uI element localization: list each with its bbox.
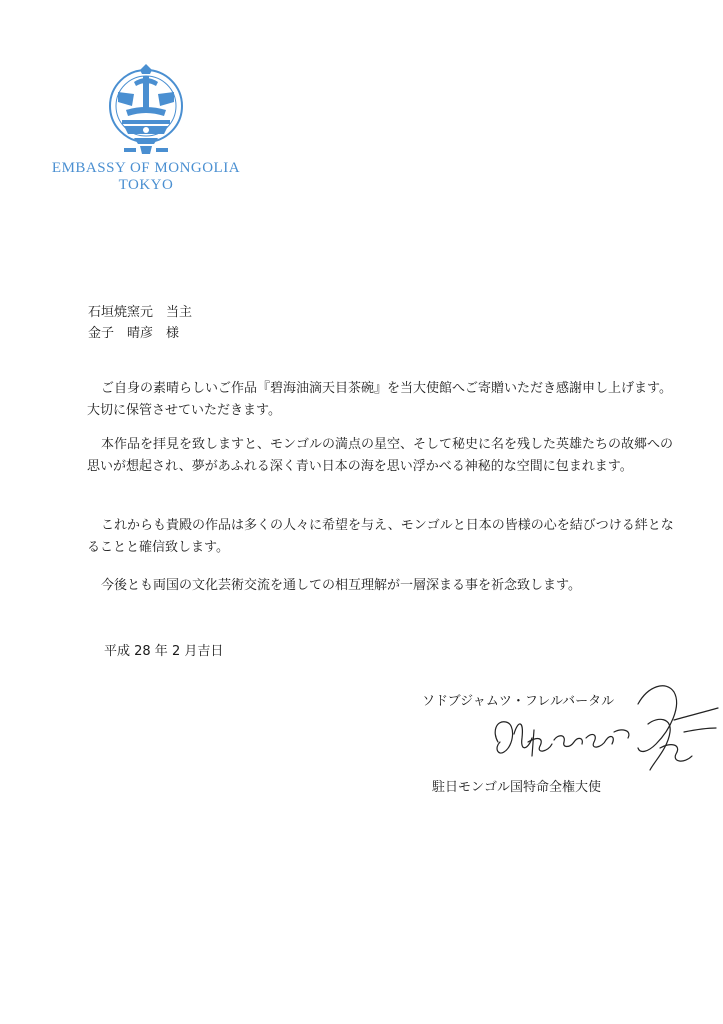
embassy-city: TOKYO [118, 177, 174, 193]
recipient-line2: 金子 晴彦 様 [88, 326, 180, 341]
letter-date: 平成 28 年 2 月吉日 [104, 644, 224, 659]
handwritten-signature [488, 672, 720, 782]
body-paragraph-2: 本作品を拝見を致しますと、モンゴルの満点の星空、そして秘史に名を残した英雄たちの故郷への思いが想起され、夢があふれる深く青い日本の海を思い浮かべる神秘的な空間に包まれます。 [87, 437, 674, 474]
recipient-line1: 石垣焼窯元 当主 [88, 305, 193, 320]
mongolia-state-emblem-icon [104, 64, 188, 158]
sender-title: 駐日モンゴル国特命全権大使 [432, 780, 602, 795]
body-paragraph-1: ご自身の素晴らしいご作品『碧海油滴天目茶碗』を当大使館へご寄贈いただき感謝申し上げます。大切に保管させていただきます。 [87, 381, 672, 418]
body-paragraph-3: これからも貴殿の作品は多くの人々に希望を与え、モンゴルと日本の皆様の心を結びつける絆となることと確信致します。 [87, 518, 674, 555]
embassy-name: EMBASSY OF MONGOLIA [51, 160, 241, 176]
body-paragraph-4: 今後とも両国の文化芸術交流を通しての相互理解が一層深まる事を祈念致します。 [101, 578, 581, 593]
sender-name: ソドブジャムツ・フレルバータル [422, 694, 615, 709]
